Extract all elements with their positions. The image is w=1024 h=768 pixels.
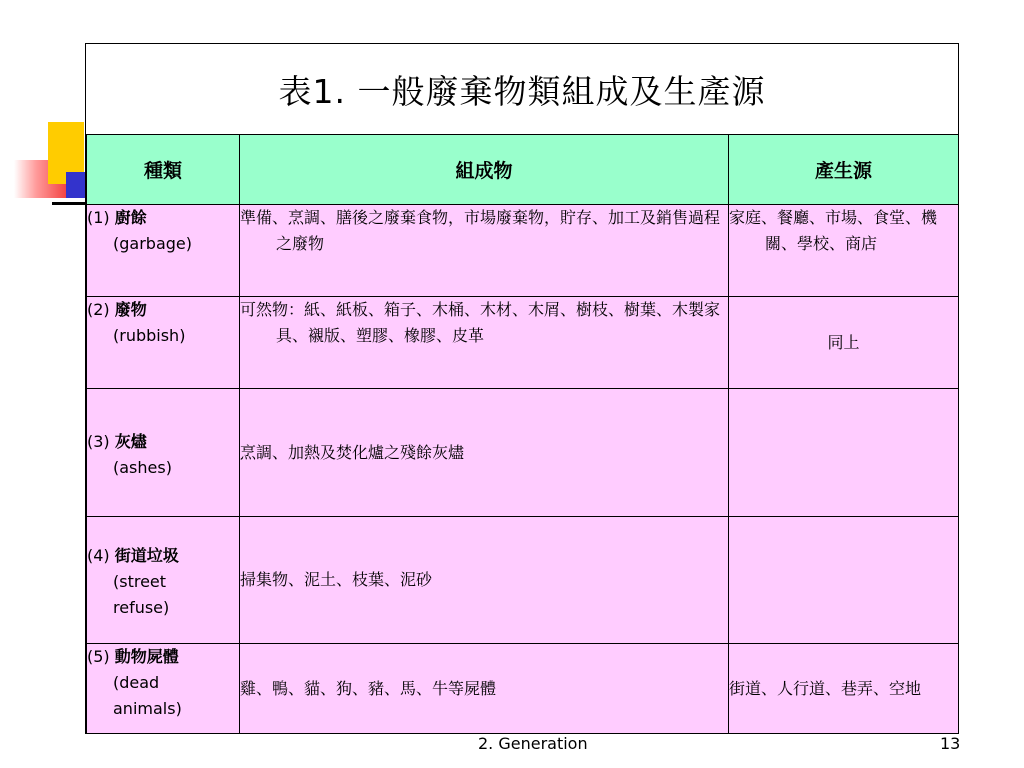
header-source: 產生源: [729, 135, 959, 205]
composition-text: 雞、鴨、貓、狗、豬、馬、牛等屍體: [240, 644, 729, 734]
waste-type-english: (garbage): [113, 234, 192, 253]
type-cell: [87, 517, 240, 644]
waste-type-english: (ashes): [113, 458, 172, 477]
type-cell: [87, 205, 240, 297]
waste-type-name: 廢物: [114, 300, 147, 319]
row-number: (3): [87, 432, 110, 451]
composition-text: 準備、烹調、膳後之廢棄食物，市場廢棄物，貯存、加工及銷售過程之廢物: [240, 208, 721, 253]
page-number: 13: [940, 734, 961, 753]
waste-type-name: 動物屍體: [114, 647, 179, 666]
table-header-row: [87, 135, 959, 205]
source-text: 街道、人行道、巷弄、空地: [729, 678, 922, 698]
row-number: (2): [87, 300, 110, 319]
type-cell: [87, 644, 240, 734]
table-row: [87, 297, 959, 389]
table-row: [87, 517, 959, 644]
row-number: (4): [87, 546, 110, 565]
waste-type-english: (rubbish): [113, 326, 186, 345]
footer-section-label: 2. Generation: [478, 734, 588, 753]
table-row: [87, 205, 959, 297]
decorative-horizontal-line: [52, 202, 88, 205]
waste-type-name: 灰燼: [114, 432, 147, 451]
waste-type-english: (dead animals): [113, 673, 182, 718]
waste-type-english: (street refuse): [113, 572, 170, 617]
table-row: [87, 389, 959, 517]
composition-text: 可然物：紙、紙板、箱子、木桶、木材、木屑、樹枝、樹葉、木製家具、襯版、塑膠、橡膠、皮革: [240, 300, 721, 345]
row-number: (1): [87, 208, 110, 227]
slide-table-frame: [85, 43, 959, 734]
waste-table: [86, 134, 959, 734]
row-number: (5): [87, 647, 110, 666]
header-type: 種類: [87, 135, 240, 205]
waste-type-name: 廚餘: [114, 208, 147, 227]
header-composition: 組成物: [240, 135, 729, 205]
composition-text: 烹調、加熱及焚化爐之殘餘灰燼: [240, 389, 729, 517]
decorative-blue-square: [66, 172, 86, 198]
source-text: 家庭、餐廳、市場、食堂、機關、學校、商店: [729, 208, 938, 253]
slide-title: 表1. 一般廢棄物類組成及生產源: [278, 71, 766, 111]
source-text: 同上: [729, 297, 959, 389]
table-row: [87, 644, 959, 734]
source-text: [729, 517, 959, 644]
source-text: [729, 389, 959, 517]
waste-type-name: 街道垃圾: [114, 546, 179, 565]
type-cell: [87, 389, 240, 517]
composition-text: 掃集物、泥土、枝葉、泥砂: [240, 517, 729, 644]
type-cell: [87, 297, 240, 389]
